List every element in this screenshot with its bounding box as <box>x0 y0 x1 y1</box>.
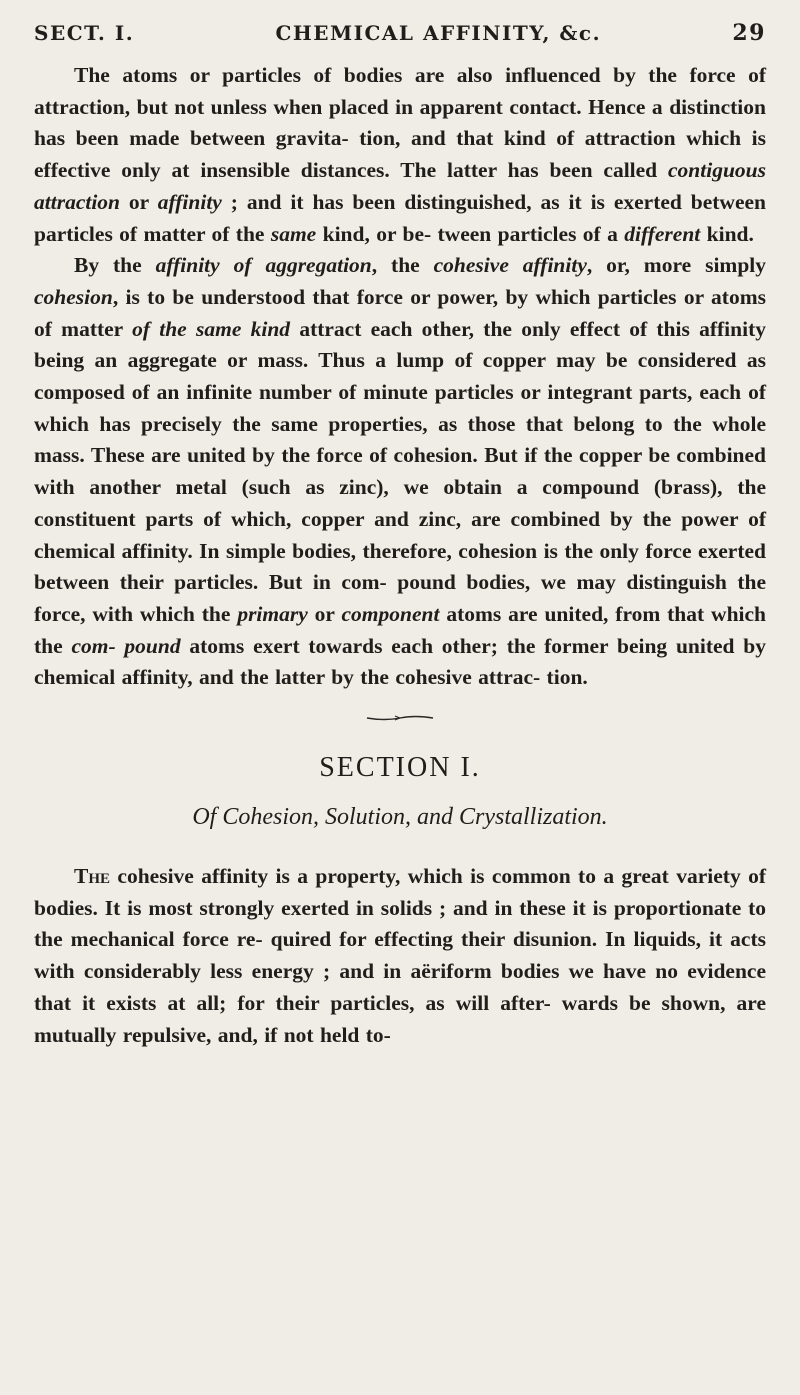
running-title: CHEMICAL AFFINITY, &c. <box>275 21 602 45</box>
section-subtitle: Of Cohesion, Solution, and Crystallization. <box>192 804 608 831</box>
paragraph-cohesion: By the affinity of aggregation, the cohesive affinity, or, more simply cohesion, is to be understood that force or power, by which particles or atoms of matter of the same kind attract each other, the only effect of this affinity being an aggregate or mass. Thus a lump of copper may be considered as composed of an infinite number of minute particles or integrant parts, each of which has precisely the same properties, as those that belong to the whole mass. These are united by the force of cohesion. But if the copper be combined with another metal (such as zinc), we obtain a compound (brass), the constituent parts of which, copper and zinc, are combined by the power of chemical affinity. In simple bodies, therefore, cohesion is the only force exerted between their particles. But in com- pound bodies, we may distinguish the force, with which the primary or component atoms are united, from that which the com- pound atoms exert towards each other; the former being united by chemical affinity, and the latter by the cohesive attrac- tion. <box>34 253 767 690</box>
paragraph-attraction: The atoms or particles of bodies are also influenced by the force of attraction, but not unless when placed in apparent contact. Hence a distinction has been made between gravita- tion, and that kind of attraction which is effective only at insensible distances. The latter has been called contiguous attraction or affinity ; and it has been distinguished, as it is exerted between particles of matter of the same kind, or be- tween particles of a different kind. <box>34 63 766 246</box>
running-head <box>34 20 766 60</box>
section-heading: SECTION I. <box>319 752 481 784</box>
divider-ornament-icon <box>365 714 435 722</box>
paragraph-cohesive-affinity: The cohesive affinity is a property, which is common to a great variety of bodies. It is most strongly exerted in solids ; and in these it is proportionate to the mechanical force re- quired for effecting their disunion. In liquids, it acts with considerably less energy ; and in aëriform bodies we have no evidence that it exists at all; for their particles, as will after- wards be shown, are mutually repulsive, and, if not held to- <box>34 864 766 1047</box>
ornament-divider <box>34 714 766 722</box>
section-marker: SECT. I. <box>34 21 135 45</box>
page-number: 29 <box>732 20 766 46</box>
